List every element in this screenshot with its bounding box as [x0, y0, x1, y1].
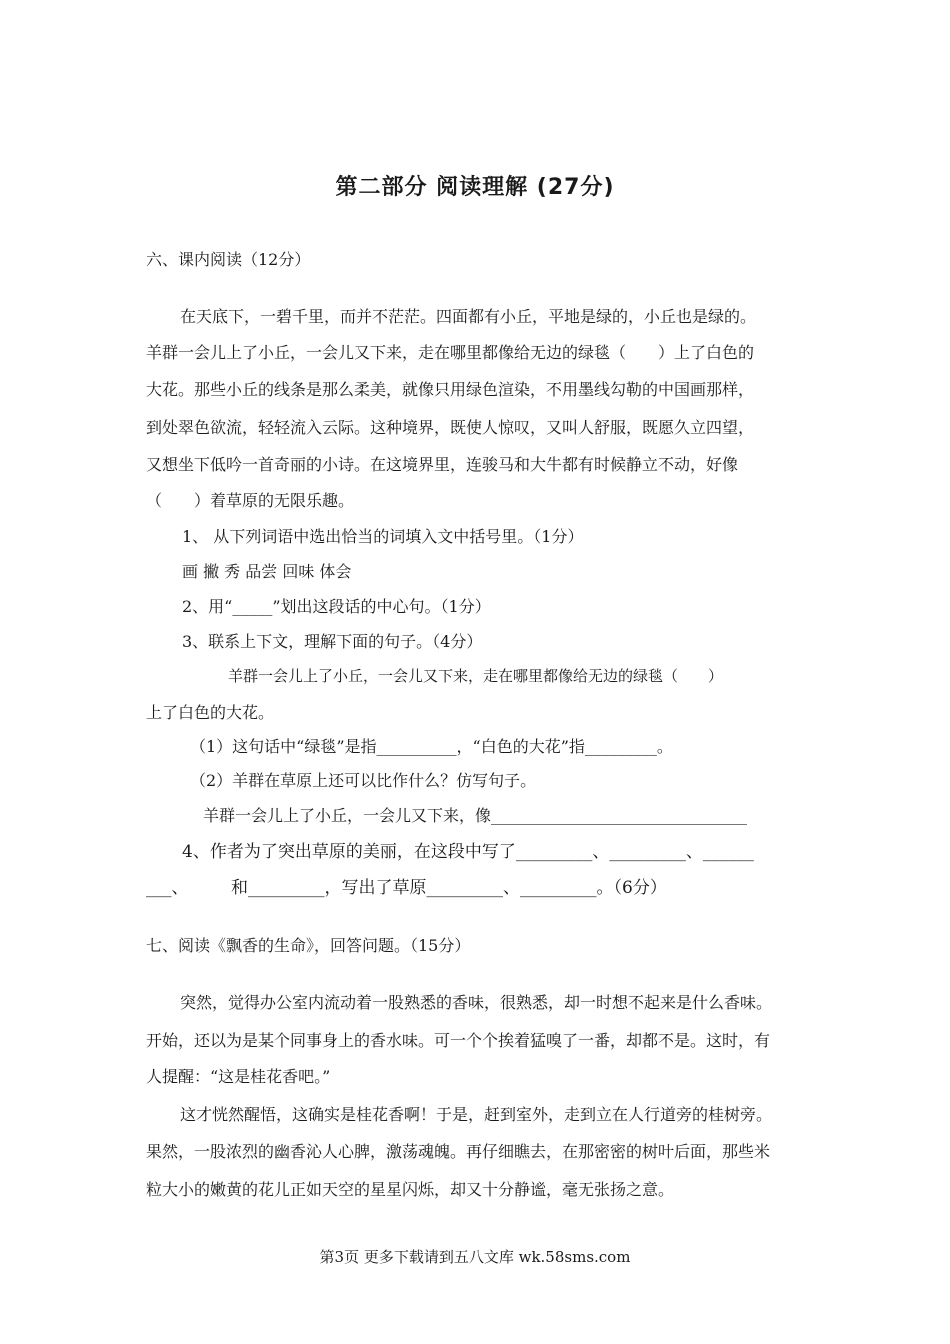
passage-line: 又想坐下低吟一首奇丽的小诗。在这境界里，连骏马和大牛都有时候静立不动，好像 [146, 455, 739, 474]
passage-line: （ ）着草原的无限乐趣。 [146, 491, 355, 510]
section7-heading: 七、阅读《飘香的生命》，回答问题。（15分） [146, 936, 471, 955]
quoted-sentence-end: 上了白色的大花。 [146, 703, 275, 722]
passage-line: 在天底下，一碧千里，而并不茫茫。四面都有小丘，平地是绿的，小丘也是绿的。 [180, 307, 757, 326]
question-3: 3、联系上下文，理解下面的句子。（4分） [182, 632, 483, 651]
passage-line: 粒大小的嫩黄的花儿正如天空的星星闪烁，却又十分静谧，毫无张扬之意。 [146, 1180, 675, 1199]
imitation-line: 羊群一会儿上了小丘，一会儿又下来，像________________________________ [203, 806, 748, 825]
page-title: 第二部分 阅读理解 (27分) [335, 175, 615, 200]
question-1: 1、 从下列词语中选出恰当的词填入文中括号里。（1分） [182, 527, 584, 546]
page-footer: 第3页 更多下载请到五八文库 wk.58sms.com [319, 1248, 631, 1266]
passage-line: 羊群一会儿上了小丘，一会儿又下来，走在哪里都像给无边的绿毯（ ）上了白色的 [146, 343, 755, 362]
passage-line: 大花。那些小丘的线条是那么柔美，就像只用绿色渲染，不用墨线勾勒的中国画那样， [146, 380, 755, 399]
sub-question-1: （1）这句话中“绿毯”是指__________，“白色的大花”指_________。 [190, 737, 673, 756]
quoted-sentence: 羊群一会儿上了小丘，一会儿又下来，走在哪里都像给无边的绿毯（ ） [228, 667, 724, 685]
passage-line: 人提醒：“这是桂花香吧。” [146, 1067, 331, 1086]
passage-line: 开始，还以为是某个同事身上的香水味。可一个个挨着猛嗅了一番，却都不是。这时，有 [146, 1031, 771, 1050]
passage-line: 这才恍然醒悟，这确实是桂花香啊！于是，赶到室外，走到立在人行道旁的桂树旁。 [180, 1105, 773, 1124]
question-4-cont: ___、 和_________，写出了草原_________、_________。（6分） [146, 878, 667, 898]
word-choices: 画 撇 秀 品尝 回味 体会 [182, 562, 352, 581]
passage-line: 突然，觉得办公室内流动着一股熟悉的香味，很熟悉，却一时想不起来是什么香味。 [180, 993, 773, 1012]
sub-question-2: （2）羊群在草原上还可以比作什么？仿写句子。 [190, 771, 537, 790]
question-2: 2、用“_____”划出这段话的中心句。（1分） [182, 597, 491, 616]
passage-line: 到处翠色欲流，轻轻流入云际。这种境界，既使人惊叹，又叫人舒服，既愿久立四望， [146, 418, 755, 437]
section6-heading: 六、课内阅读（12分） [146, 250, 311, 269]
passage-line: 果然，一股浓烈的幽香沁人心脾，激荡魂魄。再仔细瞧去，在那密密的树叶后面，那些米 [146, 1142, 771, 1161]
question-4: 4、作者为了突出草原的美丽，在这段中写了_________、_________、______ [182, 842, 754, 862]
